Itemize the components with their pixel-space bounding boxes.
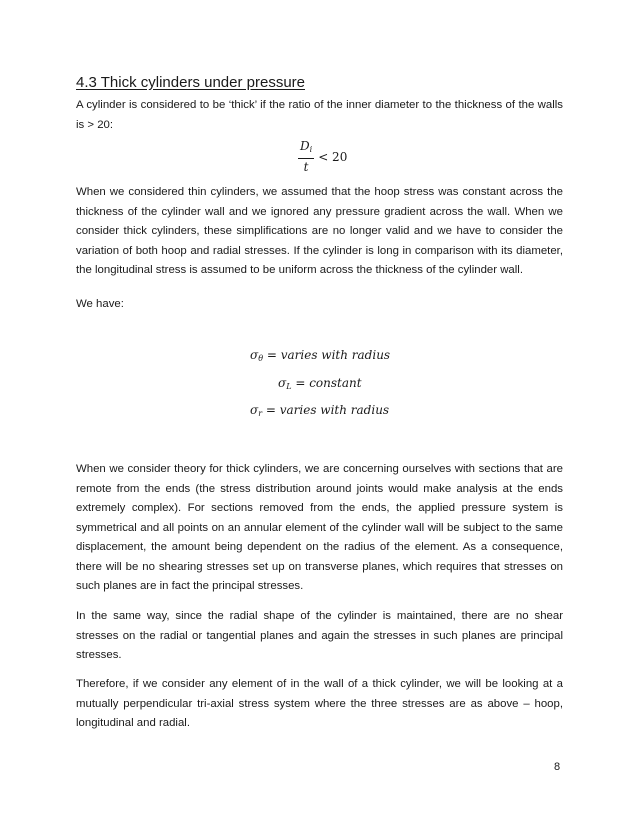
hoop-stress-equation: $\sigma_\theta$ = varies with radius — [250, 348, 391, 363]
radial-shape-paragraph: In the same way, since the radial shape of the cylinder is maintained, there are no shear stresses on the radial or tangential planes and again the stresses in such planes are principal stresses. — [76, 610, 563, 661]
ratio-equation — [298, 140, 347, 174]
intro-paragraph: A cylinder is considered to be ‘thick’ if the ratio of the inner diameter to the thickness of the walls is > 20: — [76, 99, 563, 131]
fraction-numerator: $D_i$ — [298, 139, 314, 159]
section-heading: 4.3 Thick cylinders under pressure — [76, 74, 305, 91]
theory-paragraph: When we consider theory for thick cylinders, we are concerning ourselves with sections that are remote from the ends (the stress distribution around joints would make analysis at the ends extremely complex). For sections removed from the ends, the applied pressure system is symmetrical and all points on an annular element of the cylinder wall will be subject to the same displacement, the amount being dependent on the radius of the element. As a consequence, there will be no shearing stresses set up on transverse planes, which requires that stresses on such planes are in fact the principal stresses. — [76, 463, 563, 592]
page-number: 8 — [554, 761, 561, 773]
we-have-paragraph: We have: — [76, 298, 124, 310]
radial-stress-equation: $\sigma_r$ = varies with radius — [250, 403, 390, 418]
thin-cylinders-paragraph: When we considered thin cylinders, we assumed that the hoop stress was constant across the thickness of the cylinder wall and we ignored any pressure gradient across the wall. When we consider thick cylinders, these simplifications are no longer valid and we have to consider the variation of both hoop and radial stresses. If the cylinder is long in comparison with its diameter, the longitudinal stress is assumed to be uniform across the thickness of the cylinder wall. — [76, 186, 563, 276]
ratio-fraction — [298, 139, 314, 175]
ratio-relation: < 20 — [318, 150, 348, 164]
conclusion-paragraph: Therefore, if we consider any element of in the wall of a thick cylinder, we will be looking at a mutually perpendicular tri-axial stress system where the three stresses are as above – hoop, longitudinal and radial. — [76, 678, 563, 729]
longitudinal-stress-equation: $\sigma_L$ = constant — [278, 376, 362, 391]
fraction-denominator: t — [303, 160, 309, 174]
